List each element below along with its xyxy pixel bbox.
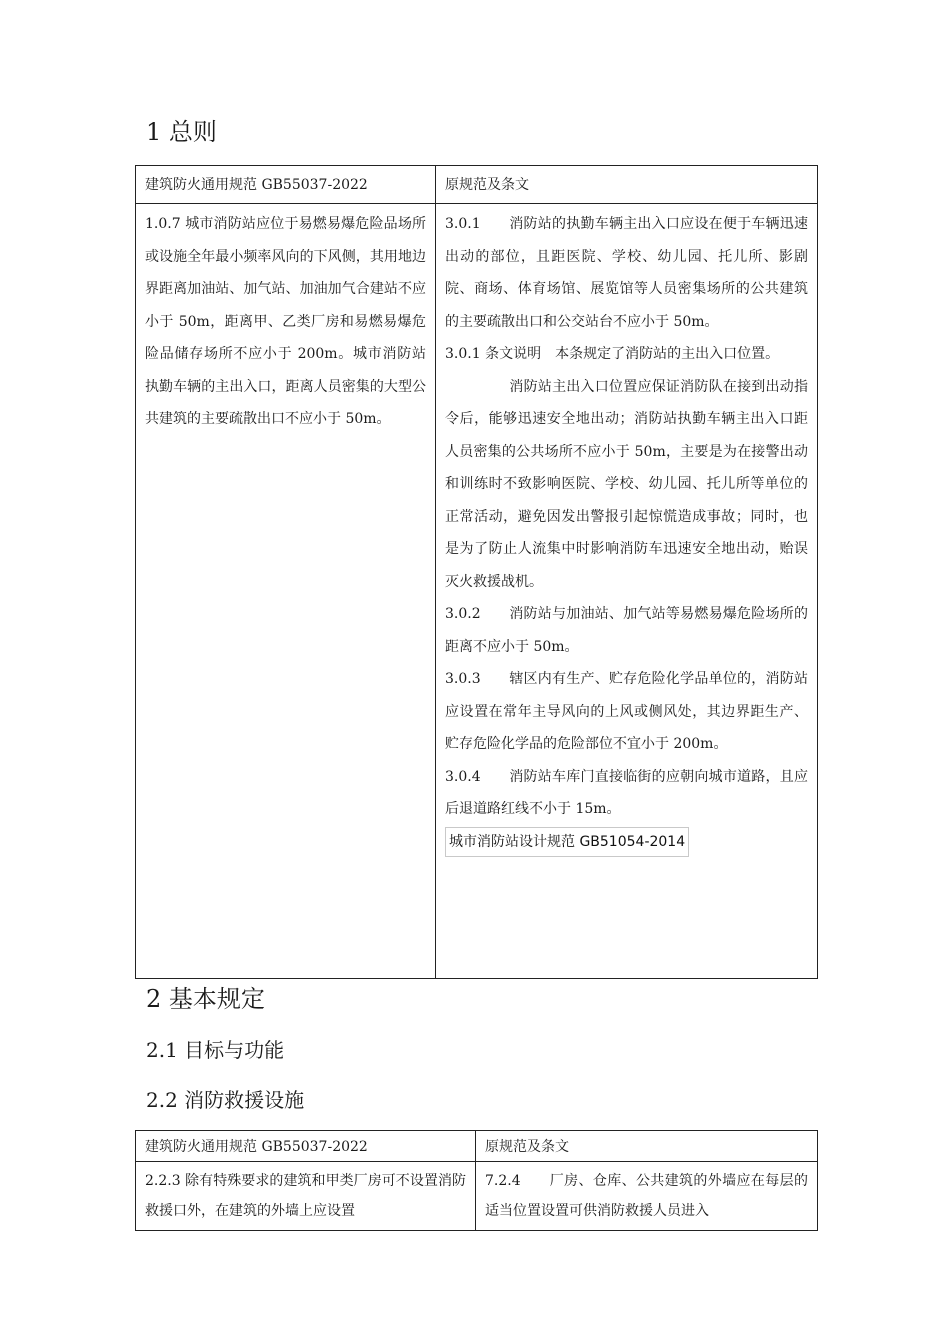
table1-left-header: 建筑防火通用规范 GB55037-2022: [136, 166, 436, 204]
clause-3-0-4: 3.0.4 消防站车库门直接临街的应朝向城市道路，且应后退道路红线不小于 15m。: [445, 768, 808, 817]
section-2-heading: 2 基本规定: [146, 985, 265, 1013]
clause-3-0-1-explanation: 3.0.1 条文说明 本条规定了消防站的主出入口位置。: [445, 346, 780, 362]
table2-right-header: 原规范及条文: [476, 1131, 818, 1162]
table1-right-header: 原规范及条文: [436, 166, 818, 204]
comparison-table-2: [135, 1130, 818, 1231]
table2-left-cell: [136, 1162, 476, 1231]
subsection-2-2-heading: 2.2 消防救援设施: [146, 1088, 305, 1112]
table2-left-header: 建筑防火通用规范 GB55037-2022: [136, 1131, 476, 1162]
table1-right-cell: [436, 204, 818, 979]
comparison-table-1: [135, 165, 818, 979]
clause-3-0-1: 3.0.1 消防站的执勤车辆主出入口应设在便于车辆迅速出动的部位，且距医院、学校、幼儿园、托儿所、影剧院、商场、体育场馆、展览馆等人员密集场所的公共建筑的主要疏散出口和公交站台不应小于 50m。: [445, 216, 808, 330]
clause-3-0-2: 3.0.2 消防站与加油站、加气站等易燃易爆危险场所的距离不应小于 50m。: [445, 606, 808, 655]
table1-left-cell: [136, 204, 436, 979]
clause-3-0-1-explanation-body: 消防站主出入口位置应保证消防队在接到出动指令后，能够迅速安全地出动；消防站执勤车辆主出入口距人员密集的公共场所不应小于 50m，主要是为在接警出动和训练时不致影响医院、学校、幼儿园、托儿所等单位的正常活动，避免因发出警报引起惊慌造成事故；同时，也是为了防止人流集中时影响消防车迅速安全地出动，贻误灭火救援战机。: [445, 378, 808, 590]
clause-7-2-4: 7.2.4 厂房、仓库、公共建筑的外墙应在每层的适当位置设置可供消防救援人员进入: [485, 1173, 808, 1219]
clause-3-0-3: 3.0.3 辖区内有生产、贮存危险化学品单位的，消防站应设置在常年主导风向的上风或侧风处，其边界距生产、贮存危险化学品的危险部位不宜小于 200m。: [445, 671, 808, 752]
table2-right-cell: [476, 1162, 818, 1231]
subsection-2-1-heading: 2.1 目标与功能: [146, 1038, 285, 1062]
clause-2-2-3: 2.2.3 除有特殊要求的建筑和甲类厂房可不设置消防救援口外，在建筑的外墙上应设置: [145, 1173, 466, 1219]
section-1-heading: 1 总则: [146, 118, 217, 146]
clause-1-0-7: 1.0.7 城市消防站应位于易燃易爆危险品场所或设施全年最小频率风向的下风侧，其用地边界距离加油站、加气站、加油加气合建站不应小于 50m，距离甲、乙类厂房和易燃易爆危险品储存场所不应小于 200m。城市消防站执勤车辆的主出入口，距离人员密集的大型公共建筑的主要疏散出口不应小于 50m。: [145, 216, 426, 427]
source-standard-tag: 城市消防站设计规范 GB51054-2014: [445, 827, 689, 857]
